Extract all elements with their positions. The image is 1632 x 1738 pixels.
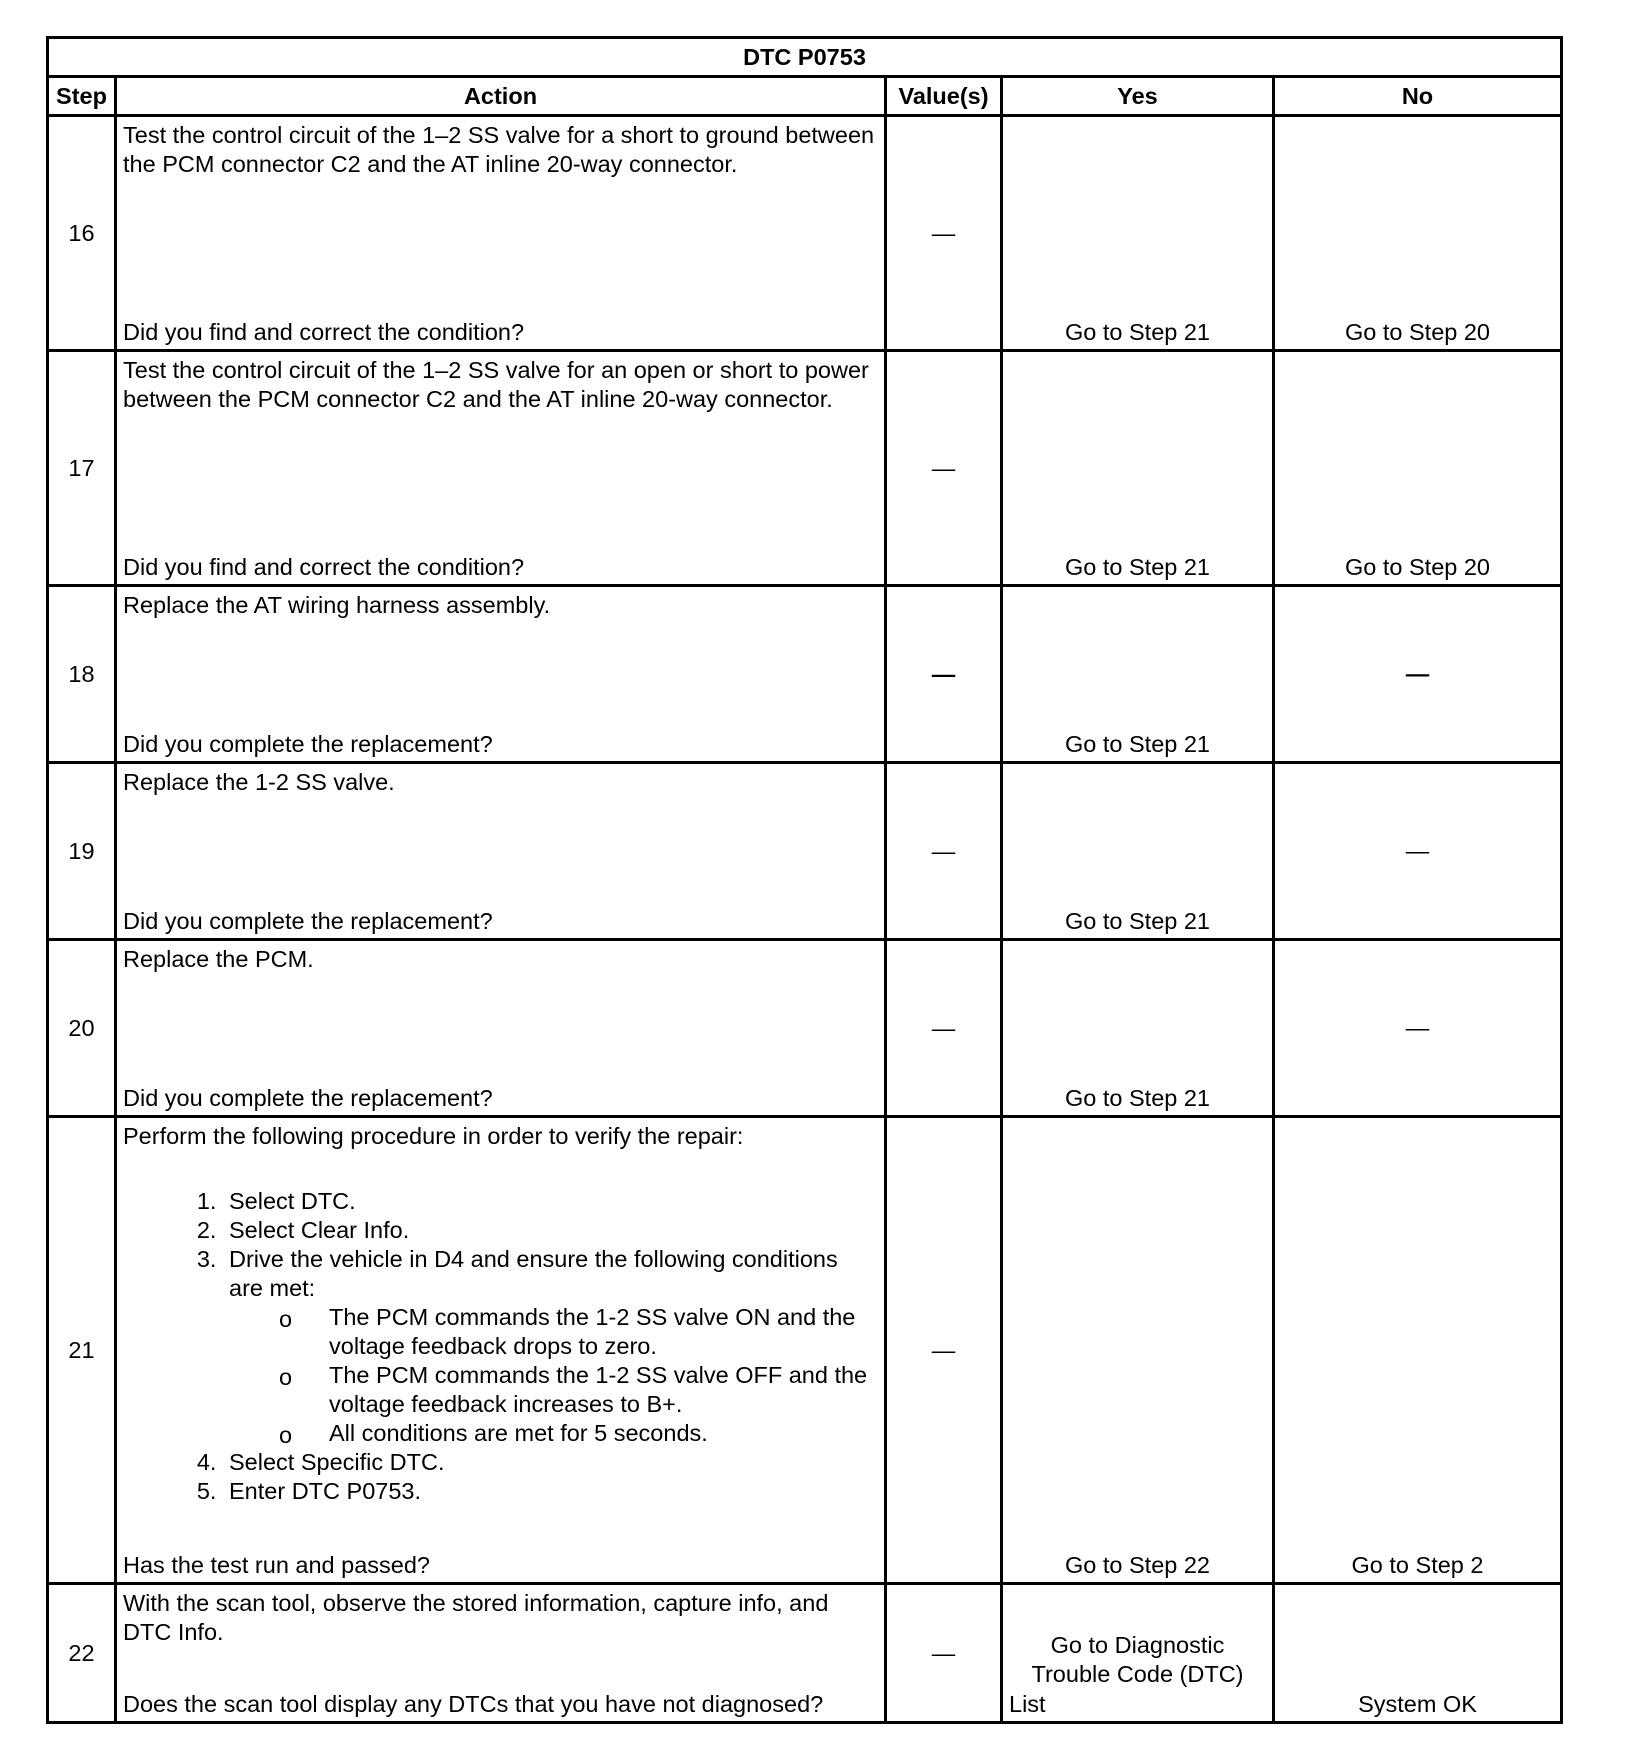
value-cell: — [886,351,1002,586]
value-cell: — [886,1584,1002,1723]
action-cell [116,351,886,586]
yes-cell [1002,116,1274,351]
action-question: Did you complete the replacement? [123,731,493,757]
no-cell [1274,763,1562,940]
step-number: 17 [48,351,116,586]
no-cell [1274,351,1562,586]
action-question: Has the test run and passed? [123,1552,431,1578]
yes-cell [1002,763,1274,940]
header-step: Step [48,77,116,116]
yes-link[interactable]: Go to Step 21 [1064,908,1211,934]
yes-link[interactable]: Go to Step 21 [1064,731,1211,757]
value-cell: — [886,116,1002,351]
no-cell [1274,116,1562,351]
action-text: With the scan tool, observe the stored information, capture info, and DTC Info. [123,1590,829,1645]
header-action: Action [116,77,886,116]
header-no: No [1274,77,1562,116]
table-row [48,1117,1562,1584]
condition-item: o The PCM commands the 1-2 SS valve ON and the voltage feedback drops to zero. [273,1303,878,1361]
step-number: 20 [48,940,116,1117]
action-text: Perform the following procedure in order to verify the repair: [123,1123,744,1149]
procedure-step: 4. Select Specific DTC. [223,1448,878,1477]
step-number: 22 [48,1584,116,1723]
action-question: Does the scan tool display any DTCs that you have not diagnosed? [123,1691,824,1717]
yes-link[interactable]: Go to Step 21 [1064,554,1211,580]
action-cell [116,1117,886,1584]
table-row [48,351,1562,586]
action-text: Test the control circuit of the 1–2 SS valve for an open or short to power between the PCM connector C2 and the AT inline 20-way connector. [123,357,869,412]
action-question: Did you find and correct the condition? [123,554,525,580]
no-cell [1274,1117,1562,1584]
no-cell [1274,940,1562,1117]
no-link[interactable]: Go to Step 20 [1344,554,1491,580]
condition-item: o The PCM commands the 1-2 SS valve OFF and the voltage feedback increases to B+. [273,1361,878,1419]
header-yes: Yes [1002,77,1274,116]
value-cell: — [886,586,1002,763]
condition-item: o All conditions are met for 5 seconds. [273,1419,878,1448]
no-value: — [1405,660,1430,687]
action-cell [116,1584,886,1723]
no-cell [1274,586,1562,763]
no-value: — [1405,1014,1430,1041]
yes-link-line: Trouble Code (DTC) [1031,1661,1244,1687]
no-value: — [1405,837,1430,864]
yes-link[interactable]: Go to Step 21 [1064,1085,1211,1111]
action-cell [116,586,886,763]
table-row [48,1584,1562,1723]
procedure-step: 1. Select DTC. [223,1187,878,1216]
procedure-step [223,1245,878,1448]
action-cell [116,940,886,1117]
no-link[interactable]: Go to Step 20 [1344,319,1491,345]
action-question: Did you find and correct the condition? [123,319,525,345]
action-question: Did you complete the replacement? [123,1085,493,1111]
procedure-step: 5. Enter DTC P0753. [223,1477,878,1506]
action-cell [116,116,886,351]
header-values: Value(s) [886,77,1002,116]
action-question: Did you complete the replacement? [123,908,493,934]
no-link[interactable]: System OK [1358,1691,1477,1717]
yes-link[interactable]: Go to Step 22 [1064,1552,1211,1578]
yes-link[interactable]: Go to Step 21 [1064,319,1211,345]
table-title: DTC P0753 [48,38,1562,77]
action-cell [116,763,886,940]
table-row [48,116,1562,351]
procedure-step: 2. Select Clear Info. [223,1216,878,1245]
no-cell [1274,1584,1562,1723]
no-link[interactable]: Go to Step 2 [1351,1552,1484,1578]
condition-list [229,1303,878,1448]
yes-link-diagnostic[interactable] [1003,1631,1272,1689]
value-cell: — [886,1117,1002,1584]
table-row [48,940,1562,1117]
step-number: 21 [48,1117,116,1584]
table-row [48,586,1562,763]
step-number: 19 [48,763,116,940]
yes-cell [1002,351,1274,586]
yes-cell [1002,1117,1274,1584]
action-text: Replace the AT wiring harness assembly. [123,592,551,618]
yes-cell [1002,940,1274,1117]
action-text: Replace the 1-2 SS valve. [123,769,395,795]
yes-link-line: Go to Diagnostic [1050,1632,1225,1658]
action-text: Replace the PCM. [123,946,314,972]
value-cell: — [886,940,1002,1117]
dtc-table [46,36,1563,1724]
header-row [48,77,1562,116]
step-number: 18 [48,586,116,763]
table-row [48,763,1562,940]
procedure-list [123,1187,878,1506]
procedure-step-text: Drive the vehicle in D4 and ensure the following conditions are met: [229,1246,838,1301]
value-cell: — [886,763,1002,940]
yes-cell[interactable] [1002,1584,1274,1723]
yes-link-line: List [1009,1691,1046,1717]
action-text: Test the control circuit of the 1–2 SS valve for a short to ground between the PCM connector C2 and the AT inline 20-way connector. [123,122,875,177]
yes-cell [1002,586,1274,763]
step-number: 16 [48,116,116,351]
